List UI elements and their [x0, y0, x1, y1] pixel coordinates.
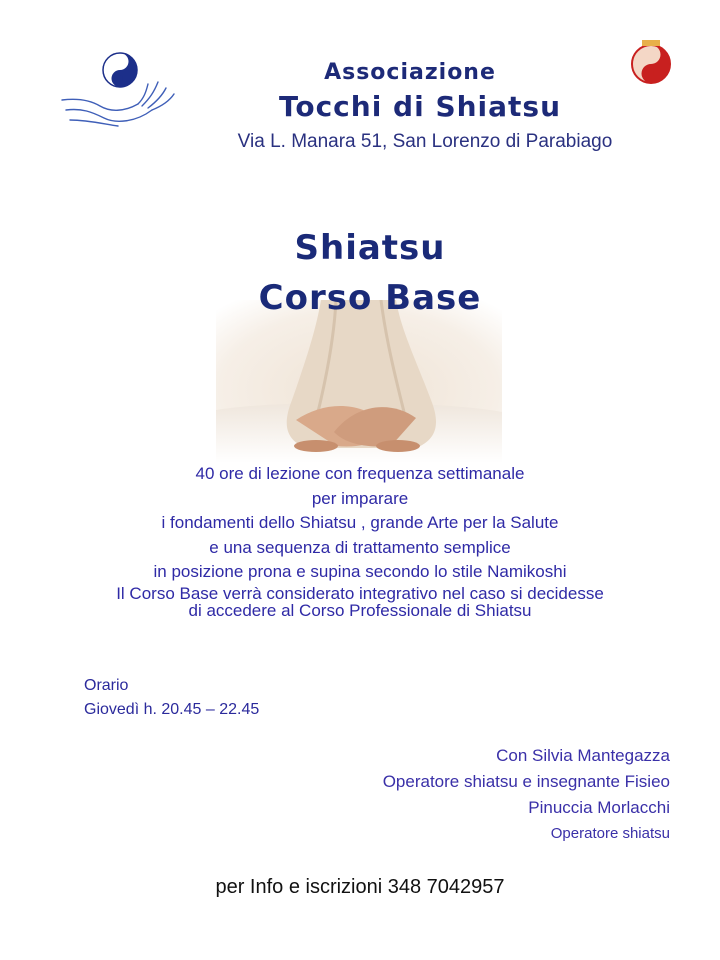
- description-line: 40 ore di lezione con frequenza settimanale: [195, 464, 525, 483]
- schedule-label: Orario: [84, 677, 129, 694]
- course-description: [40, 462, 680, 619]
- association-name: Tocchi di Shiatsu: [278, 90, 562, 123]
- description-line: Il Corso Base verrà considerato integrativo nel caso si decidesse: [116, 583, 604, 603]
- description-line: in posizione prona e supina secondo lo stile Namikoshi: [153, 562, 567, 581]
- description-line: per imparare: [311, 488, 409, 508]
- teacher-role: Operatore shiatsu e insegnante Fisieo: [382, 772, 670, 791]
- teacher-name: Pinuccia Morlacchi: [528, 798, 670, 817]
- federation-emblem-icon: [632, 40, 670, 83]
- description-line: e una sequenza di trattamento semplice: [209, 537, 511, 557]
- schedule-value: Giovedì h. 20.45 – 22.45: [84, 701, 260, 718]
- shiatsu-photo: [216, 300, 502, 463]
- teachers-block: [250, 743, 670, 847]
- yin-yang-icon: [103, 53, 137, 87]
- description-line: di accedere al Corso Professionale di Shiatsu: [188, 600, 532, 620]
- info-contact: per Info e iscrizioni 348 7042957: [215, 876, 505, 898]
- course-title-line1: Shiatsu: [294, 228, 446, 268]
- teacher-role: Operatore shiatsu: [550, 825, 670, 842]
- hand-icon: [62, 82, 174, 126]
- description-line: i fondamenti dello Shiatsu , grande Arte per la Salute: [161, 513, 559, 532]
- association-label: Associazione: [324, 60, 496, 85]
- course-title-line2: Corso Base: [258, 278, 482, 318]
- federation-logo: [618, 40, 684, 110]
- teacher-name: Con Silvia Mantegazza: [496, 746, 670, 765]
- yin-yang-hand-logo: [58, 48, 180, 130]
- address: Via L. Manara 51, San Lorenzo di Parabiago: [237, 131, 613, 152]
